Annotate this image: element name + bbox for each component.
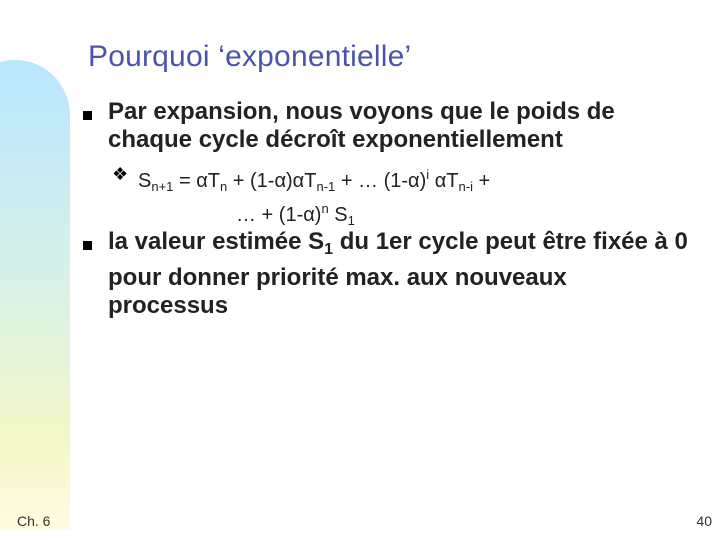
bullet-2-subscript: 1 bbox=[324, 241, 334, 258]
formula-text: S bbox=[138, 170, 152, 192]
diamond-bullet-icon: ❖ bbox=[112, 164, 129, 184]
chapter-label: Ch. 6 bbox=[17, 513, 51, 529]
bullet-square-icon bbox=[83, 111, 92, 120]
formula-text: = αT bbox=[173, 170, 220, 192]
bullet-1-text: Par expansion, nous voyons que le poids de chaque cycle décroît exponentiellement bbox=[108, 98, 615, 153]
formula-subscript: n+1 bbox=[151, 179, 174, 194]
bullet-2-text-end: du 1er cycle peut être fixée à 0 pour donner priorité max. aux nouveaux processus bbox=[108, 228, 688, 319]
formula-text: S bbox=[328, 204, 348, 226]
formula-text: … + (1-α) bbox=[236, 204, 322, 226]
formula-text: + bbox=[472, 170, 491, 192]
formula-line-1 bbox=[138, 162, 490, 200]
decorative-gradient-shape bbox=[0, 60, 70, 530]
formula-superscript: n bbox=[321, 201, 329, 216]
formula-text: + … (1-α) bbox=[335, 170, 427, 192]
bullet-2-text-start: la valeur estimée S bbox=[108, 228, 325, 255]
formula-subscript: 1 bbox=[347, 213, 355, 228]
formula-subscript: n bbox=[219, 179, 228, 194]
formula-text: + (1-α)αT bbox=[227, 170, 317, 192]
slide-title: Pourquoi ‘exponentielle’ bbox=[88, 40, 412, 73]
formula-text: αT bbox=[429, 170, 459, 192]
bullet-square-icon bbox=[83, 241, 92, 250]
page-number: 40 bbox=[696, 513, 712, 529]
formula-subscript: n-i bbox=[458, 179, 473, 194]
bullet-2-text bbox=[108, 228, 688, 320]
formula-subscript: n-1 bbox=[316, 179, 336, 194]
formula-superscript: i bbox=[426, 167, 430, 182]
